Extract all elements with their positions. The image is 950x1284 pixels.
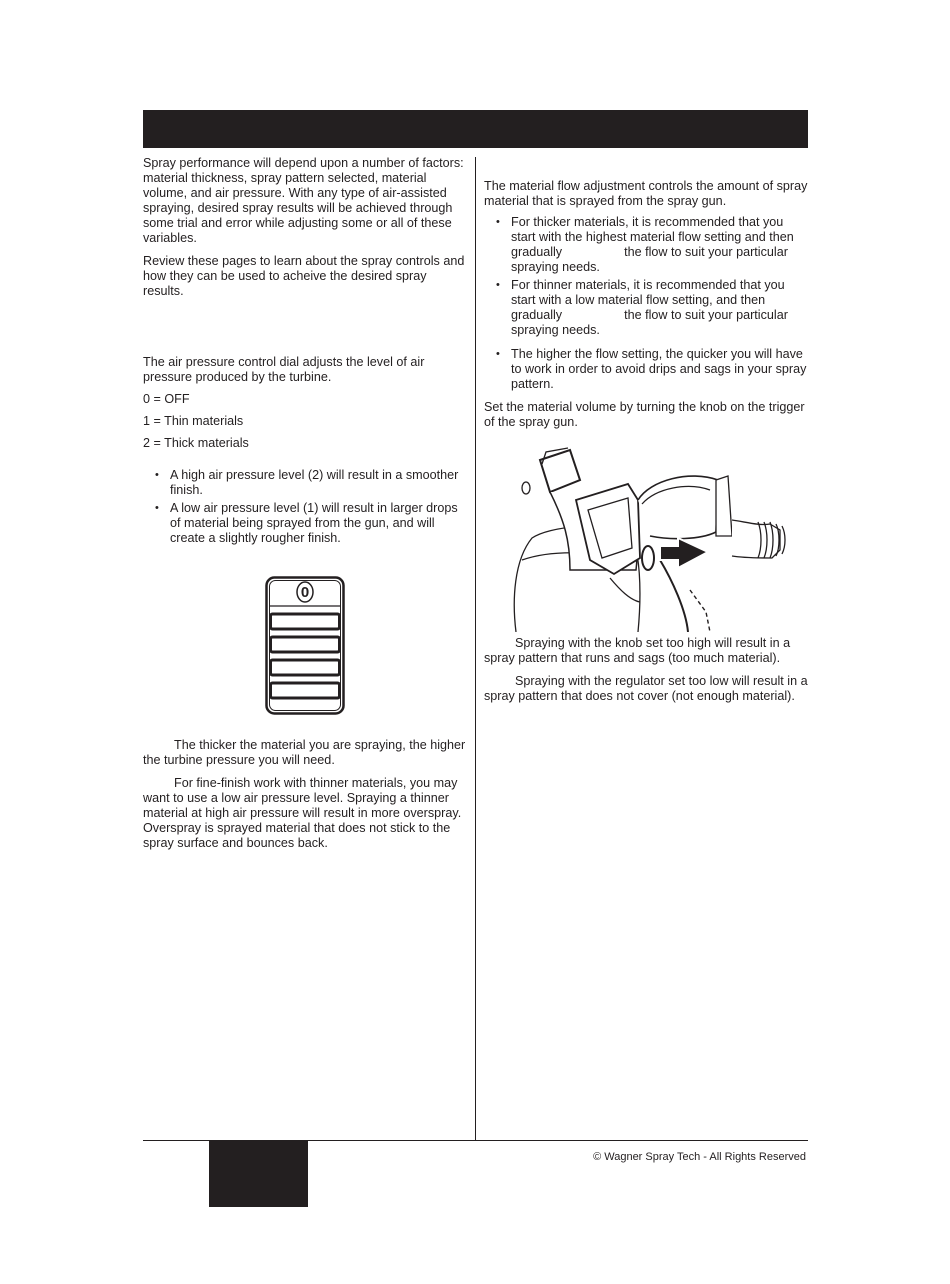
- material-flow-description: The material flow adjustment controls the amount of spray material that is sprayed from the spray gun.: [484, 179, 808, 208]
- page-number-tab: [209, 1141, 308, 1207]
- left-notes: [143, 738, 468, 859]
- bullet-thin-text-b: the flow to suit your particular spraying needs.: [511, 308, 788, 337]
- air-pressure-description: The air pressure control dial adjusts the level of air pressure produced by the turbine.: [143, 355, 425, 384]
- spray-gun-illustration: [510, 440, 790, 632]
- section-header-bar: [143, 110, 808, 148]
- list-item: [484, 278, 808, 338]
- note-regulator-too-low: Spraying with the regulator set too low will result in a spray pattern that does not cover (not enough material).: [484, 674, 808, 703]
- note-knob-too-high: Spraying with the knob set too high will result in a spray pattern that runs and sags (too much material).: [484, 636, 791, 665]
- dial-zero-label: 0: [300, 584, 310, 601]
- note-thicker-material: The thicker the material you are spraying, the higher the turbine pressure you will need.: [143, 738, 466, 767]
- air-pressure-dial-illustration: [265, 576, 345, 715]
- material-flow-bullets: [484, 215, 808, 392]
- left-column: [143, 156, 468, 554]
- note-fine-finish: For fine-finish work with thinner materials, you may want to use a low air pressure level. Spraying a thinner material at high air pressure will result in more overspray. Overspray is sprayed material that does not stick to the spray surface and bounces back.: [143, 776, 462, 850]
- list-item: • The higher the flow setting, the quicker you will have to work in order to avoid drips and sags in your spray pattern.: [484, 347, 808, 392]
- list-item: • A low air pressure level (1) will result in larger drops of material being sprayed from the gun, and will create a slightly rougher finish.: [143, 501, 468, 546]
- intro-paragraph: Spray performance will depend upon a number of factors: material thickness, spray pattern selected, material volume, and air pressure. With any type of air-assisted spraying, desired spray results will be achieved through some trial and error while adjusting some or all of these variables.: [143, 156, 464, 245]
- air-pressure-bullets: [143, 468, 468, 546]
- list-item: [484, 215, 808, 275]
- set-volume-instruction: Set the material volume by turning the knob on the trigger of the spray gun.: [484, 400, 805, 429]
- right-notes: [484, 636, 808, 712]
- list-item: • A high air pressure level (2) will result in a smoother finish.: [143, 468, 468, 498]
- right-column: [484, 179, 808, 438]
- column-divider: [475, 157, 476, 1140]
- bullet-thick-text-b: the flow to suit your particular spraying needs.: [511, 245, 788, 274]
- air-level-off: 0 = OFF: [143, 392, 190, 406]
- copyright-notice: © Wagner Spray Tech - All Rights Reserved: [593, 1151, 806, 1163]
- bullet-thick-text-a: For thicker materials, it is recommended that you start with the highest material flow setting and then gradually: [511, 215, 794, 259]
- bullet-thin-text-a: For thinner materials, it is recommended that you start with a low material flow setting, and then gradually: [511, 278, 785, 322]
- review-paragraph: Review these pages to learn about the spray controls and how they can be used to acheive the desired spray results.: [143, 254, 465, 298]
- air-level-thick: 2 = Thick materials: [143, 436, 249, 450]
- air-level-thin: 1 = Thin materials: [143, 414, 244, 428]
